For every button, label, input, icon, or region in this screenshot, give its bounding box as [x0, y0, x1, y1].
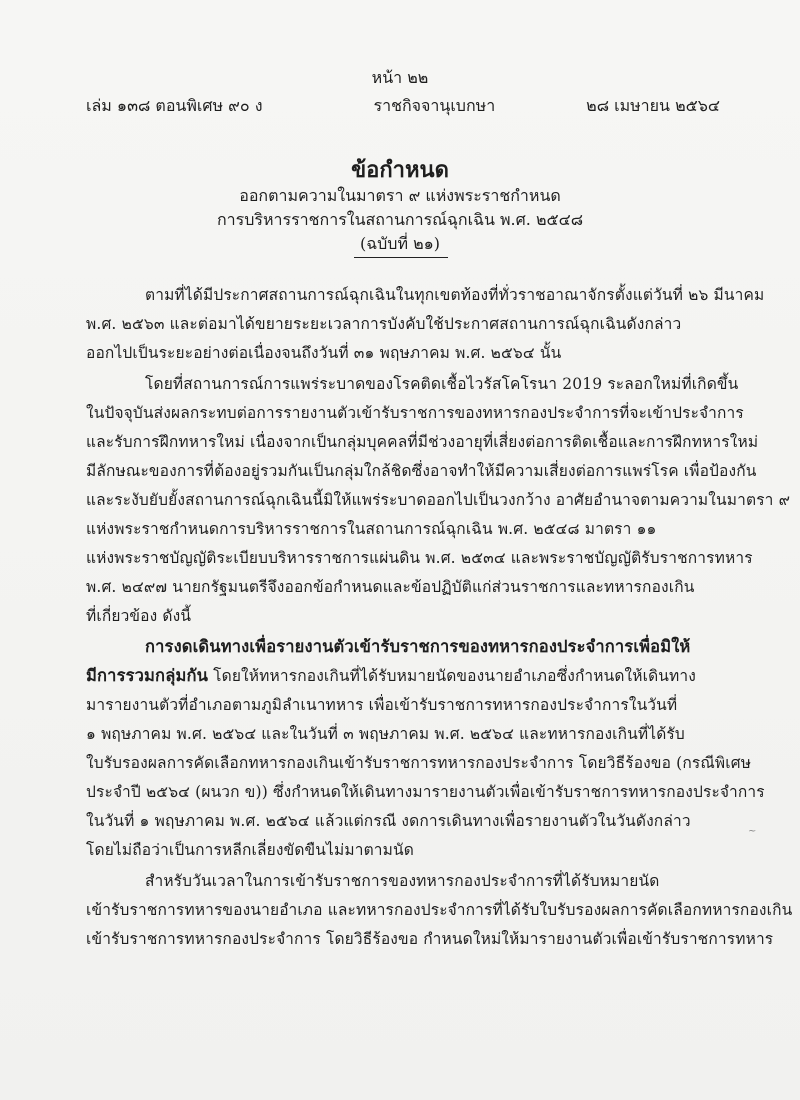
paragraph-2-line: พ.ศ. ๒๔๙๗ นายกรัฐมนตรีจึงออกข้อกำหนดและข้อปฏิบัติแก่ส่วนราชการและทหารกองเกิน [86, 578, 695, 596]
paragraph-4-line: เข้ารับราชการทหารของนายอำเภอ และทหารกองประจำการที่ได้รับใบรับรองผลการคัดเลือกทหารกองเกิน [86, 901, 793, 919]
paragraph-3-line [0, 663, 800, 689]
margin-mark: ~ [748, 826, 757, 837]
paragraph-4-line: สำหรับวันเวลาในการเข้ารับราชการของทหารกองประจำการที่ได้รับหมายนัด [145, 872, 660, 890]
gazette-name: ราชกิจจานุเบกษา [373, 96, 496, 115]
paragraph-2-line: แห่งพระราชบัญญัติระเบียบบริหารราชการแผ่นดิน พ.ศ. ๒๕๓๔ และพระราชบัญญัติรับราชการทหาร [86, 549, 753, 567]
section-heading-continued: มีการรวมกลุ่มกัน [86, 666, 209, 685]
paragraph-3-line: มารายงานตัวที่อำเภอตามภูมิลำเนาทหาร เพื่อเข้ารับราชการทหารกองประจำการในวันที่ [86, 696, 678, 714]
paragraph-3-line: ๑ พฤษภาคม พ.ศ. ๒๕๖๔ และในวันที่ ๓ พฤษภาคม พ.ศ. ๒๕๖๔ และทหารกองเกินที่ได้รับ [86, 725, 685, 743]
paragraph-2-line: ในปัจจุบันส่งผลกระทบต่อการรายงานตัวเข้ารับราชการของทหารกองประจำการที่จะเข้าประจำการ [86, 404, 744, 422]
title-divider [354, 257, 448, 258]
paragraph-2-line: และระงับยับยั้งสถานการณ์ฉุกเฉินนี้มิให้แพร่ระบาดออกไปเป็นวงกว้าง อาศัยอำนาจตามความในมาตรา ๙ [86, 491, 791, 509]
subtitle-line-1: ออกตามความในมาตรา ๙ แห่งพระราชกำหนด [239, 186, 561, 205]
paragraph-2-line: โดยที่สถานการณ์การแพร่ระบาดของโรคติดเชื้อไวรัสโคโรนา 2019 ระลอกใหม่ที่เกิดขึ้น [145, 375, 739, 393]
paragraph-1-line: ออกไปเป็นระยะอย่างต่อเนื่องจนถึงวันที่ ๓๑ พฤษภาคม พ.ศ. ๒๕๖๔ นั้น [86, 344, 562, 362]
paragraph-4-line: เข้ารับราชการทหารกองประจำการ โดยวิธีร้องขอ กำหนดใหม่ให้มารายงานตัวเพื่อเข้ารับราชการทหาร [86, 930, 774, 948]
document-title: ข้อกำหนด [351, 157, 449, 183]
page-number: หน้า ๒๒ [371, 68, 429, 87]
subtitle-line-2: การบริหารราชการในสถานการณ์ฉุกเฉิน พ.ศ. ๒๕๔๘ [216, 210, 584, 229]
gazette-header [86, 94, 720, 119]
publish-date: ๒๘ เมษายน ๒๕๖๔ [586, 96, 720, 115]
paragraph-3-line: ประจำปี ๒๕๖๔ (ผนวก ข)) ซึ่งกำหนดให้เดินทางมารายงานตัวเพื่อเข้ารับราชการทหารกองประจำการ [86, 783, 765, 801]
paragraph-2-line: ที่เกี่ยวข้อง ดังนี้ [86, 607, 192, 625]
volume-info: เล่ม ๑๓๘ ตอนพิเศษ ๙๐ ง [86, 96, 263, 115]
paragraph-2-line: มีลักษณะของการที่ต้องอยู่รวมกันเป็นกลุ่มใกล้ชิดซึ่งอาจทำให้มีความเสี่ยงต่อการแพร่โรค เพื่อป้องกัน [86, 462, 757, 480]
paragraph-3-line: ใบรับรองผลการคัดเลือกทหารกองเกินเข้ารับราชการทหารกองประจำการ โดยวิธีร้องขอ (กรณีพิเศษ [86, 754, 752, 772]
paragraph-2-line: แห่งพระราชกำหนดการบริหารราชการในสถานการณ์ฉุกเฉิน พ.ศ. ๒๕๔๘ มาตรา ๑๑ [86, 520, 657, 538]
paragraph-3-text: โดยให้ทหารกองเกินที่ได้รับหมายนัดของนายอำเภอซึ่งกำหนดให้เดินทาง [213, 667, 696, 685]
subtitle-line-3: (ฉบับที่ ๒๑) [359, 234, 441, 253]
paragraph-1-line: พ.ศ. ๒๕๖๓ และต่อมาได้ขยายระยะเวลาการบังคับใช้ประกาศสถานการณ์ฉุกเฉินดังกล่าว [86, 315, 682, 333]
paragraph-3-line: โดยไม่ถือว่าเป็นการหลีกเลี่ยงขัดขืนไม่มาตามนัด [86, 841, 414, 859]
section-heading: การงดเดินทางเพื่อรายงานตัวเข้ารับราชการของทหารกองประจำการเพื่อมิให้ [145, 637, 691, 656]
paragraph-1-line: ตามที่ได้มีประกาศสถานการณ์ฉุกเฉินในทุกเขตท้องที่ทั่วราชอาณาจักรตั้งแต่วันที่ ๒๖ มีนาคม [145, 286, 765, 304]
paragraph-2-line: และรับการฝึกทหารใหม่ เนื่องจากเป็นกลุ่มบุคคลที่มีช่วงอายุที่เสี่ยงต่อการติดเชื้อและการฝึกทหารใหม่ [86, 433, 759, 451]
paragraph-3-line: ในวันที่ ๑ พฤษภาคม พ.ศ. ๒๕๖๔ แล้วแต่กรณี งดการเดินทางเพื่อรายงานตัวในวันดังกล่าว [86, 812, 691, 830]
